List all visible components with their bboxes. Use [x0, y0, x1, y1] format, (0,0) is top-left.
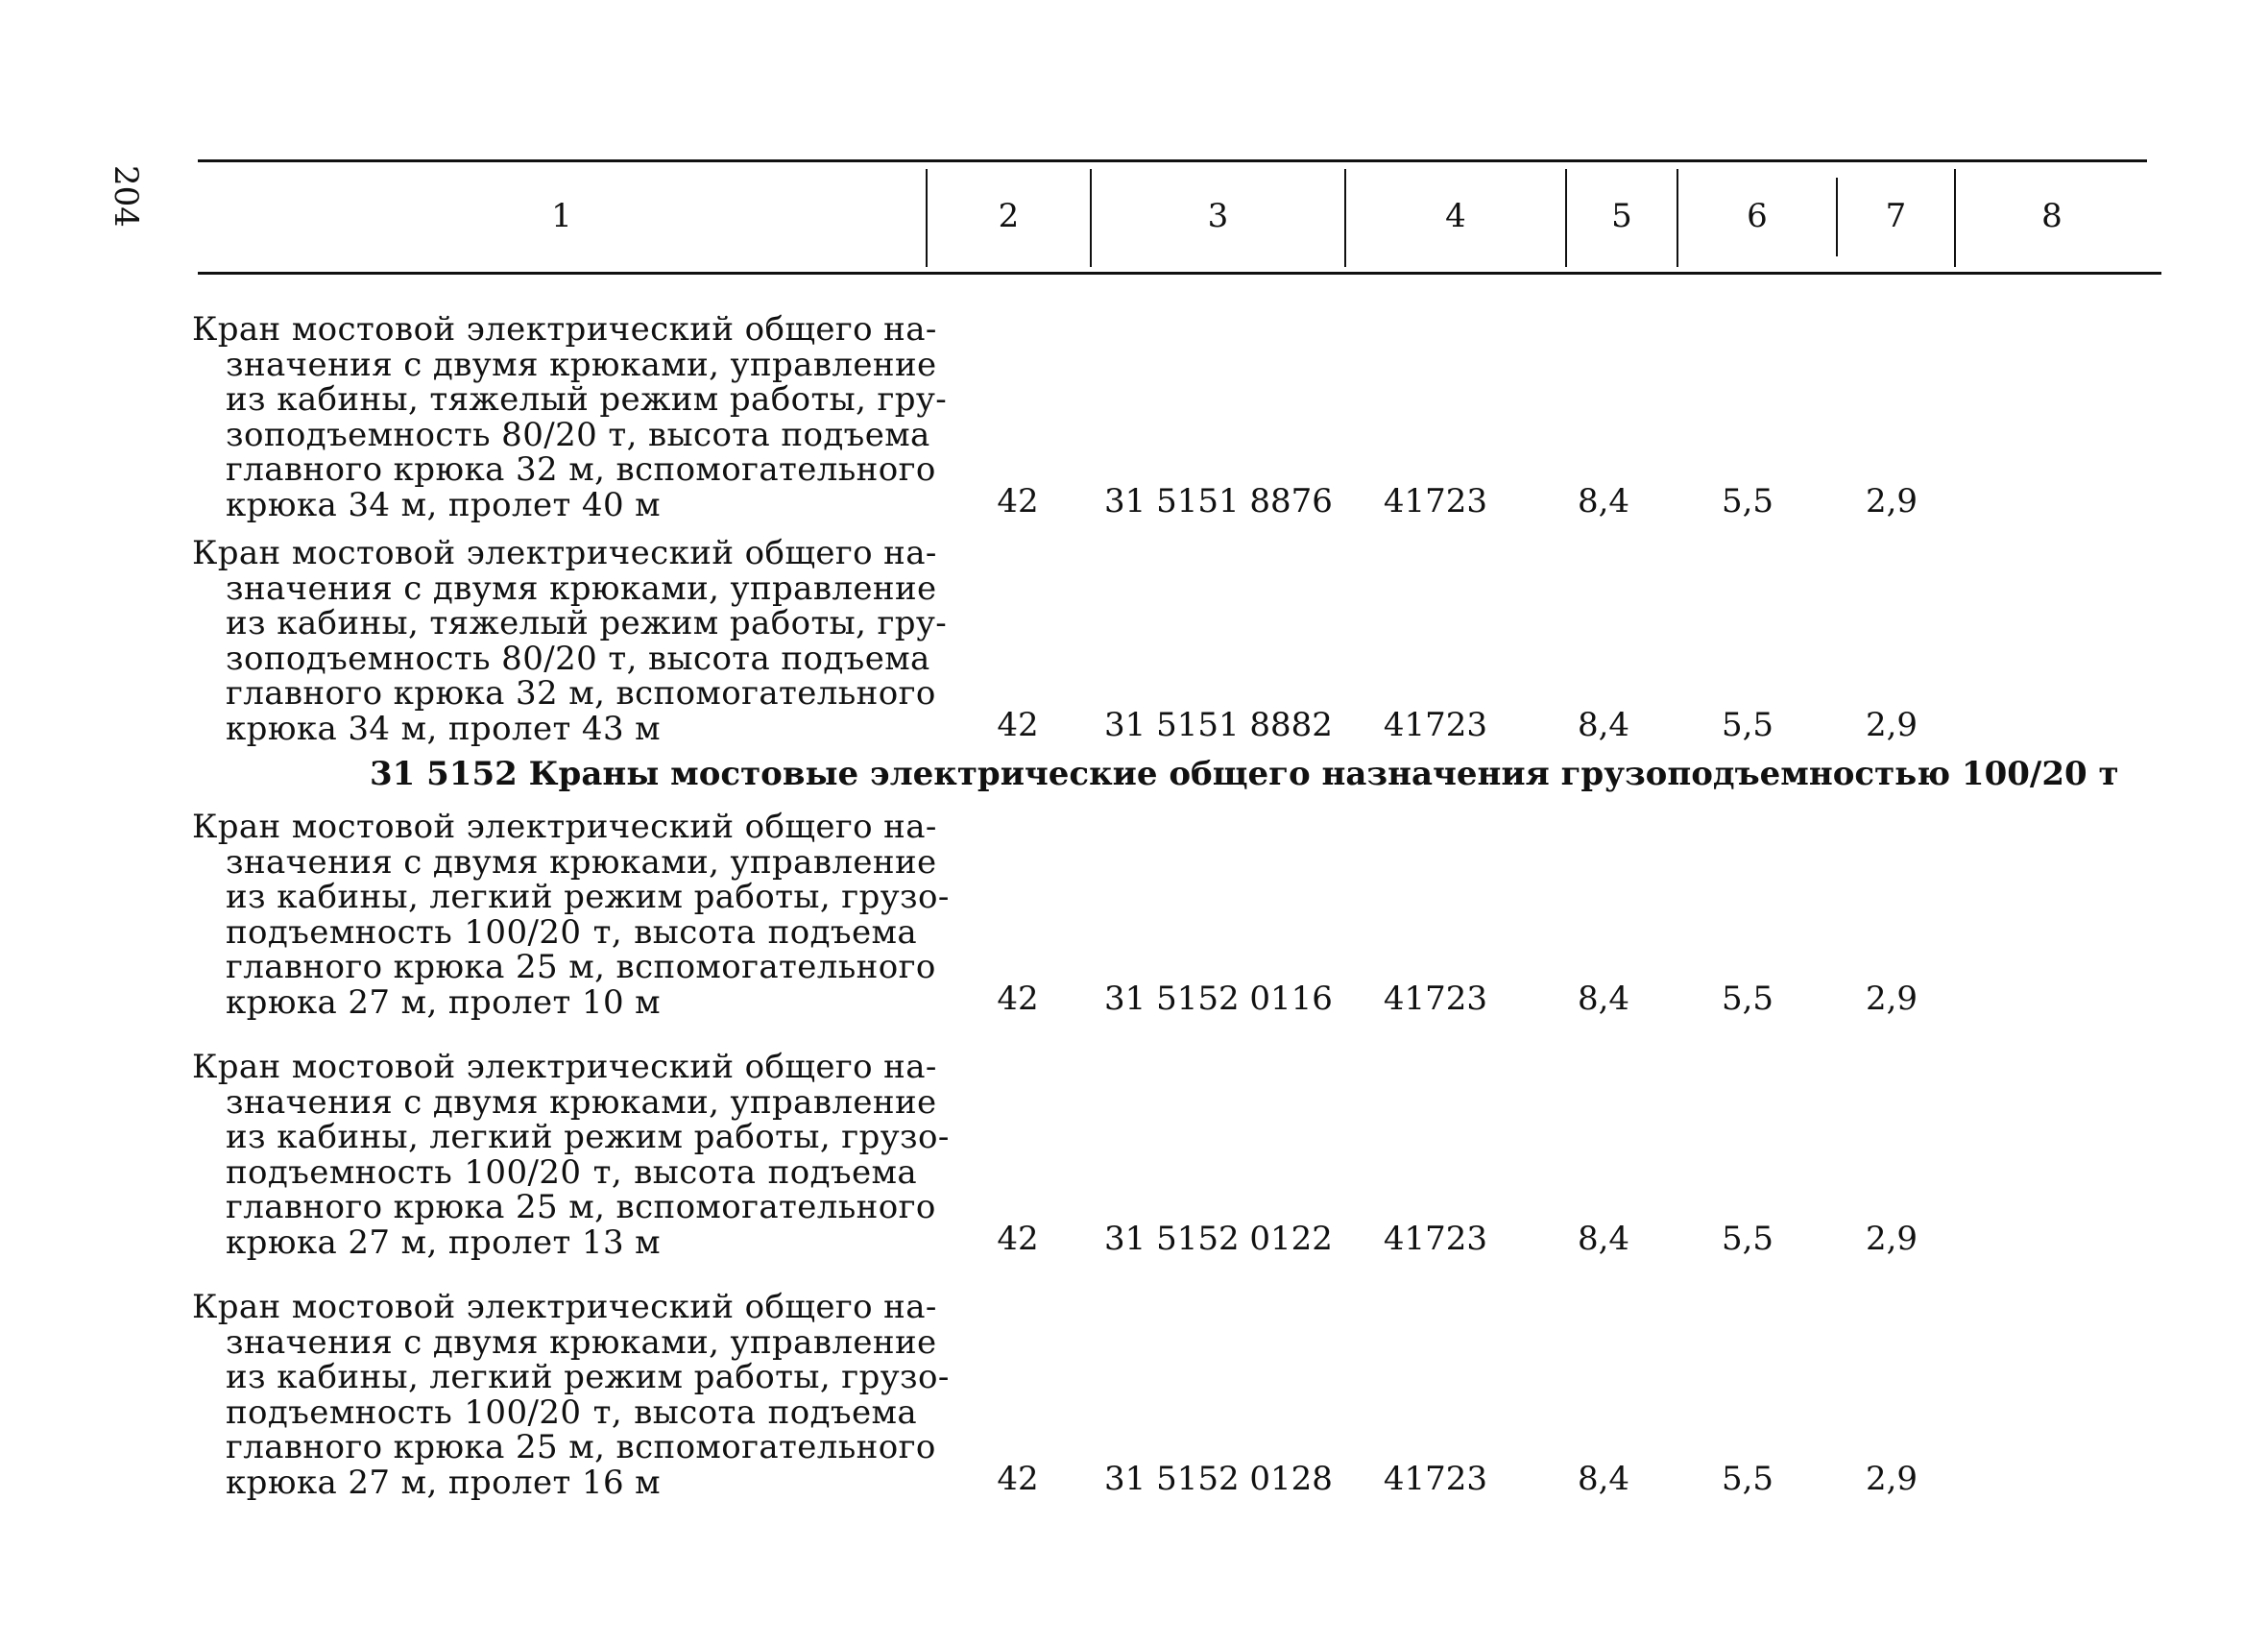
column-header-3: 3	[1207, 197, 1229, 235]
cell-col5: 8,4	[1577, 1220, 1630, 1258]
description-line: из кабины, легкий режим работы, грузо-	[226, 1118, 950, 1156]
column-header-4: 4	[1445, 197, 1466, 235]
cell-col3: 31 5151 8876	[1104, 482, 1333, 520]
description-line: подъемность 100/20 т, высота подъема	[226, 1152, 917, 1192]
cell-col6: 5,5	[1721, 980, 1774, 1018]
cell-col5: 8,4	[1577, 980, 1630, 1018]
row-description	[192, 808, 950, 1022]
description-line: Кран мостовой электрический общего на-	[192, 534, 937, 572]
row-description	[192, 534, 948, 748]
description-line: главного крюка 32 м, вспомогательного	[226, 674, 936, 713]
cell-col4: 41723	[1383, 980, 1488, 1018]
cell-col5: 8,4	[1577, 1460, 1630, 1498]
description-line: подъемность 100/20 т, высота подъема	[226, 1392, 917, 1432]
description-line: крюка 34 м, пролет 43 м	[226, 709, 662, 748]
description-line: Кран мостовой электрический общего на-	[192, 1048, 937, 1086]
cell-col2: 42	[997, 1220, 1039, 1258]
description-line: главного крюка 32 м, вспомогательного	[226, 450, 936, 489]
cell-col2: 42	[997, 1460, 1039, 1498]
description-line: зоподъемность 80/20 т, высота подъема	[226, 415, 930, 454]
description-line: из кабины, тяжелый режим работы, гру-	[226, 380, 948, 419]
description-line: значения с двумя крюками, управление	[226, 842, 937, 882]
cell-col6: 5,5	[1721, 1460, 1774, 1498]
description-line: зоподъемность 80/20 т, высота подъема	[226, 639, 930, 678]
cell-col7: 2,9	[1865, 482, 1918, 520]
description-line: главного крюка 25 м, вспомогательного	[226, 1428, 936, 1466]
table-header-bottom-rule	[198, 272, 2161, 275]
description-line: крюка 27 м, пролет 16 м	[226, 1463, 662, 1502]
description-line: значения с двумя крюками, управление	[226, 1322, 937, 1362]
cell-col5: 8,4	[1577, 482, 1630, 520]
cell-col2: 42	[997, 482, 1039, 520]
cell-col3: 31 5152 0128	[1104, 1460, 1333, 1498]
cell-col4: 41723	[1383, 706, 1488, 744]
section-heading: 31 5152 Краны мостовые электрические общего назначения грузоподъемностью 100/20 т	[370, 755, 2119, 793]
description-line: Кран мостовой электрический общего на-	[192, 808, 937, 846]
description-line: из кабины, тяжелый режим работы, гру-	[226, 604, 948, 642]
description-line: главного крюка 25 м, вспомогательного	[226, 1188, 936, 1226]
description-line: из кабины, легкий режим работы, грузо-	[226, 878, 950, 916]
cell-col4: 41723	[1383, 482, 1488, 520]
cell-col3: 31 5151 8882	[1104, 706, 1333, 744]
column-header-5: 5	[1611, 197, 1632, 235]
cell-col5: 8,4	[1577, 706, 1630, 744]
description-line: главного крюка 25 м, вспомогательного	[226, 948, 936, 986]
description-line: подъемность 100/20 т, высота подъема	[226, 912, 917, 952]
cell-col6: 5,5	[1721, 1220, 1774, 1258]
cell-col6: 5,5	[1721, 482, 1774, 520]
description-line: значения с двумя крюками, управление	[226, 569, 937, 608]
description-line: крюка 27 м, пролет 13 м	[226, 1222, 662, 1262]
description-line: значения с двумя крюками, управление	[226, 1082, 937, 1122]
column-header-2: 2	[998, 197, 1020, 235]
description-line: крюка 27 м, пролет 10 м	[226, 982, 662, 1022]
cell-col7: 2,9	[1865, 980, 1918, 1018]
cell-col4: 41723	[1383, 1220, 1488, 1258]
cell-col6: 5,5	[1721, 706, 1774, 744]
cell-col4: 41723	[1383, 1460, 1488, 1498]
cell-col7: 2,9	[1865, 1220, 1918, 1258]
cell-col3: 31 5152 0122	[1104, 1220, 1333, 1258]
column-header-6: 6	[1747, 197, 1768, 235]
cell-col3: 31 5152 0116	[1104, 980, 1333, 1018]
cell-col7: 2,9	[1865, 706, 1918, 744]
cell-col7: 2,9	[1865, 1460, 1918, 1498]
row-description	[192, 1288, 950, 1502]
description-line: из кабины, легкий режим работы, грузо-	[226, 1358, 950, 1396]
description-line: крюка 34 м, пролет 40 м	[226, 485, 662, 524]
page-number: 204	[107, 165, 145, 228]
description-line: Кран мостовой электрический общего на-	[192, 310, 937, 349]
column-header-1: 1	[551, 197, 572, 235]
column-header-8: 8	[2041, 197, 2063, 235]
cell-col2: 42	[997, 980, 1039, 1018]
row-description	[192, 310, 948, 524]
description-line: значения с двумя крюками, управление	[226, 345, 937, 384]
description-line: Кран мостовой электрический общего на-	[192, 1288, 937, 1326]
row-description	[192, 1048, 950, 1262]
column-header-7: 7	[1885, 197, 1907, 235]
table-top-rule	[198, 159, 2147, 162]
cell-col2: 42	[997, 706, 1039, 744]
